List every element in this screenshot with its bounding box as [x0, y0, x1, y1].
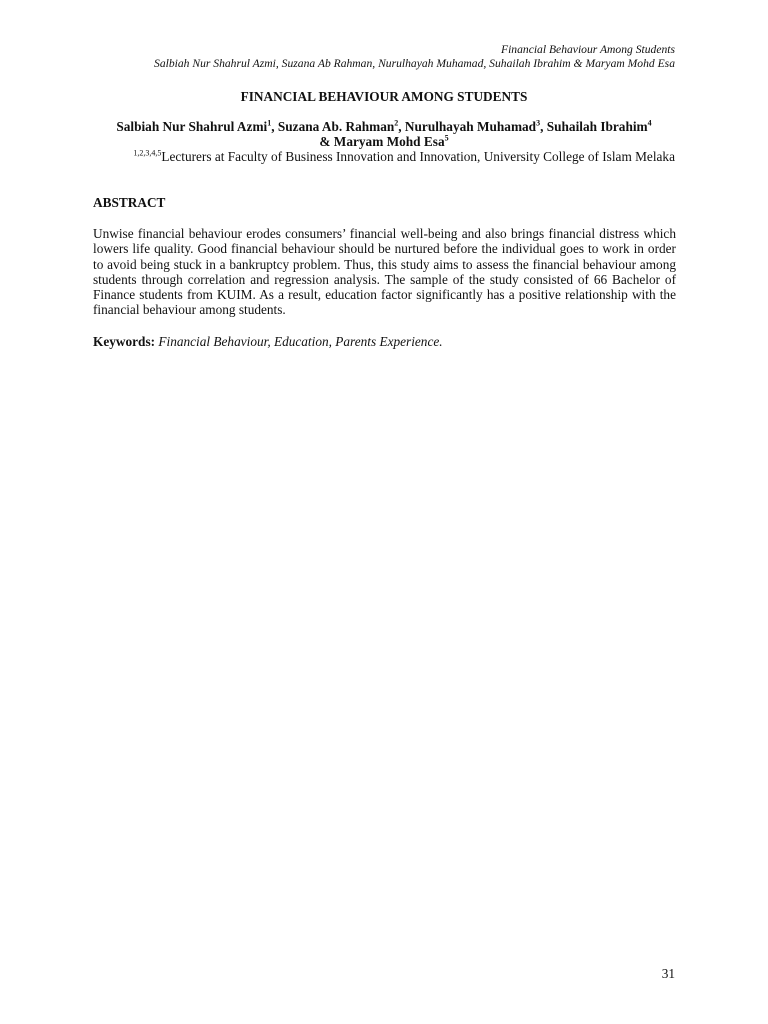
running-header	[55, 43, 675, 71]
page-number: 31	[661, 966, 675, 981]
author-affiliation-mark: 1	[267, 118, 272, 128]
author-name: Nurulhayah Muhamad	[404, 119, 537, 134]
author-affiliation-mark: 5	[444, 133, 449, 143]
author-affiliation-mark: 2	[394, 118, 399, 128]
author-name: Suzana Ab. Rahman	[277, 119, 395, 134]
abstract-body: Unwise financial behaviour erodes consumers’ financial well-being and also brings financial distress which lowers life quality. Good financial behaviour should be nurtured before the individual goes to work in order to avoid being stuck in a bankruptcy problem. Thus, this study aims to assess the financial behaviour among students through correlation and regression analysis. The sample of the study consisted of 66 Bachelor of Finance students from KUIM. As a result, education factor significantly has a positive relationship with the financial behaviour among students.	[93, 226, 676, 318]
author-line-2	[93, 134, 675, 149]
author-list	[93, 119, 675, 149]
keywords	[93, 334, 676, 350]
author-name: Salbiah Nur Shahrul Azmi	[116, 119, 268, 134]
author-name: Suhailah Ibrahim	[546, 119, 648, 134]
author-affiliation-mark: 4	[647, 118, 652, 128]
author-line-1: Salbiah Nur Shahrul Azmi$^1$, Suzana Ab. Rahman$^2$, Nurulhayah Muhamad$^3$, Suhailah Ibrahim$^4$	[116, 118, 652, 134]
abstract-heading: ABSTRACT	[93, 195, 166, 210]
running-header-title: Financial Behaviour Among Students	[501, 43, 675, 56]
paper-title: FINANCIAL BEHAVIOUR AMONG STUDENTS	[240, 89, 528, 104]
affiliation-marks: 1,2,3,4,5	[133, 148, 162, 158]
author-name: & Maryam Mohd Esa	[319, 134, 445, 149]
running-header-authors: Salbiah Nur Shahrul Azmi, Suzana Ab Rahman, Nurulhayah Muhamad, Suhailah Ibrahim & Maryam Mohd Esa	[154, 57, 675, 70]
keywords-list: Financial Behaviour, Education, Parents Experience.	[158, 334, 443, 349]
author-affiliation-mark: 3	[536, 118, 541, 128]
affiliation	[93, 149, 675, 165]
affiliation-text: Lecturers at Faculty of Business Innovation and Innovation, University College of Islam Melaka	[161, 149, 675, 164]
keywords-label: Keywords:	[93, 334, 156, 349]
